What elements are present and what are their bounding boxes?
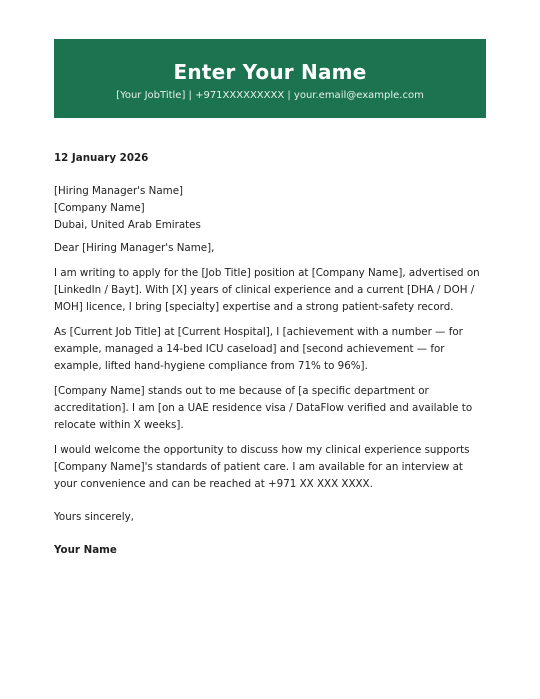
applicant-name: Enter Your Name [173, 60, 367, 84]
salutation: Dear [Hiring Manager's Name], [54, 242, 215, 254]
paragraph-intro: I am writing to apply for the [Job Title] position at [Company Name], advertised on [LinkedIn / Bayt]. With [X] years of clinical experience and a current [DHA / DOH / MOH] licence, I bring [specialty] expertise and a strong patient-safety record. [54, 267, 480, 313]
letter-header [54, 39, 486, 118]
recipient-name: [Hiring Manager's Name] [54, 185, 184, 197]
paragraph-closing: I would welcome the opportunity to discuss how my clinical experience supports [Company Name]'s standards of patient care. I am available for an interview at your convenience and can be reached at +971 XX XXX XXXX. [54, 444, 470, 490]
signature-name: Your Name [54, 544, 117, 556]
recipient-company: [Company Name] [54, 202, 145, 214]
letter-body [54, 150, 486, 559]
paragraph-motivation: [Company Name] stands out to me because of [a specific department or accreditation]. I am [on a UAE residence visa / DataFlow verified and available to relocate within X weeks]. [54, 385, 473, 431]
recipient-block [54, 183, 486, 234]
closing-phrase: Yours sincerely, [54, 511, 134, 523]
contact-line: [Your JobTitle] | +971XXXXXXXXX | your.email@example.com [116, 90, 424, 101]
recipient-location: Dubai, United Arab Emirates [54, 219, 201, 231]
paragraph-achievements: As [Current Job Title] at [Current Hospital], I [achievement with a number — for example, managed a 14-bed ICU caseload] and [second achievement — for example, lifted hand-hygiene compliance from 71% to 96%]. [54, 326, 463, 372]
letter-date: 12 January 2026 [54, 152, 149, 164]
